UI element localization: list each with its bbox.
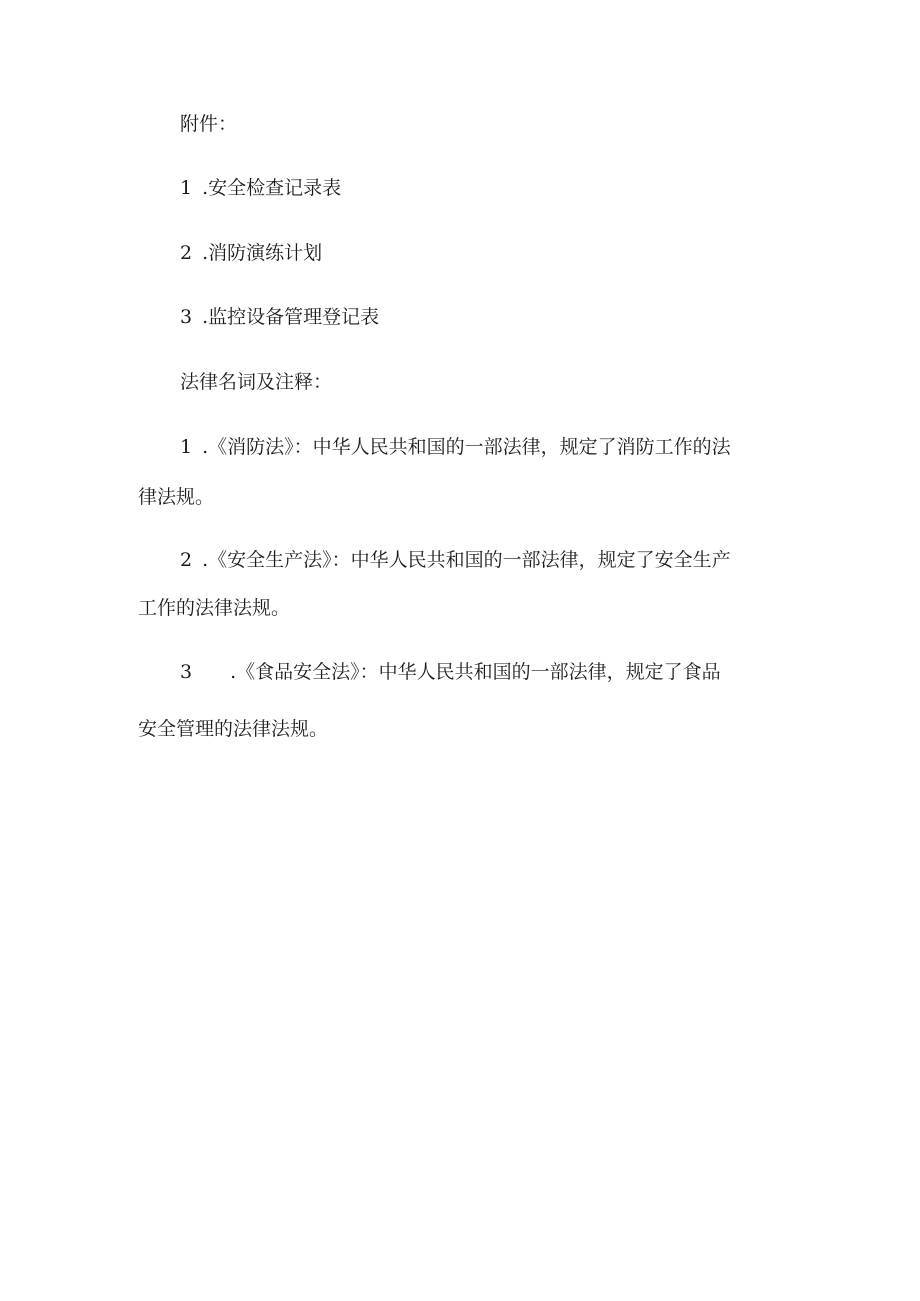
attachment-item: [180, 305, 379, 329]
glossary-item-continuation: 律法规。: [138, 486, 215, 508]
attachment-text: .监控设备管理登记表: [202, 306, 380, 328]
attachment-number: 3: [180, 306, 193, 328]
glossary-item-line: [180, 548, 731, 572]
glossary-heading: 法律名词及注释：: [180, 371, 333, 393]
attachments-heading: 附件：: [180, 113, 238, 135]
attachment-item: [180, 176, 341, 200]
attachment-number: 1: [180, 177, 193, 199]
attachment-item: [180, 241, 322, 265]
glossary-number: 3: [180, 661, 193, 683]
glossary-item-continuation: 工作的法律法规。: [138, 597, 291, 619]
glossary-number: 2: [180, 549, 193, 571]
attachment-number: 2: [180, 242, 193, 264]
glossary-item-line: [180, 660, 721, 684]
glossary-text: .《食品安全法》：中华人民共和国的一部法律，规定了食品: [230, 661, 721, 683]
attachment-text: .消防演练计划: [202, 242, 323, 264]
glossary-number: 1: [180, 436, 193, 458]
glossary-item-line: [180, 435, 731, 459]
attachment-text: .安全检查记录表: [202, 177, 342, 199]
glossary-item-continuation: 安全管理的法律法规。: [138, 718, 329, 740]
glossary-text: .《安全生产法》：中华人民共和国的一部法律，规定了安全生产: [202, 549, 731, 571]
glossary-text: .《消防法》：中华人民共和国的一部法律，规定了消防工作的法: [202, 436, 731, 458]
